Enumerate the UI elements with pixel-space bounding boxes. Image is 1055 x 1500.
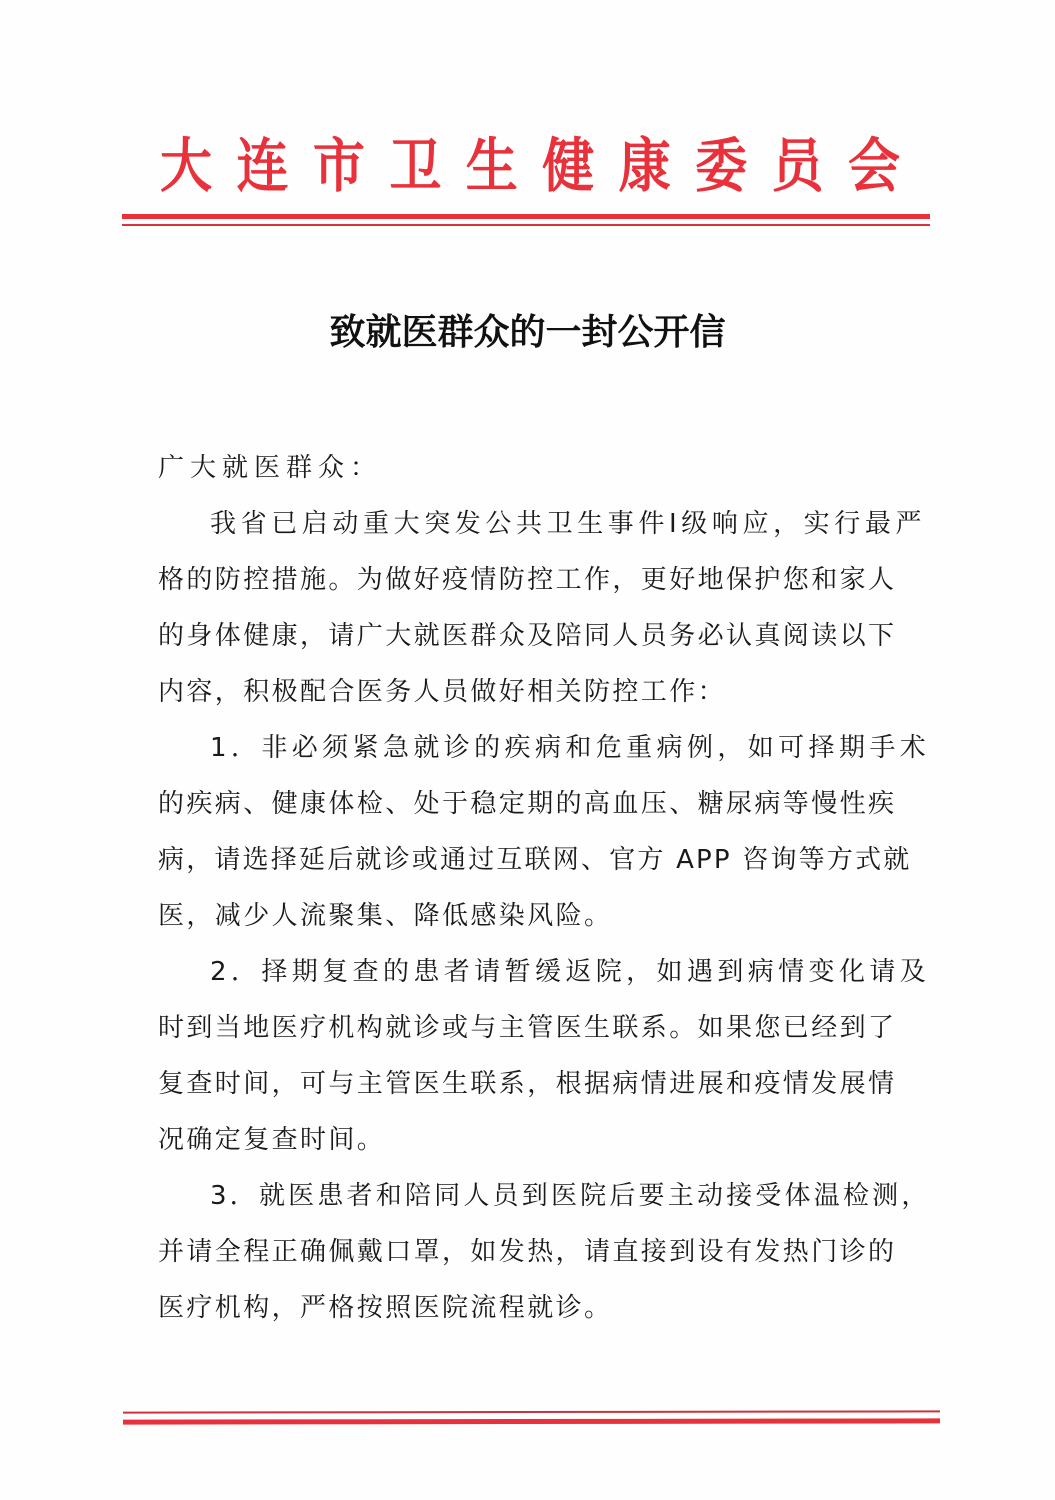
text-line [158, 944, 931, 1000]
org-char: 市 [312, 132, 365, 201]
footer-divider-thin [123, 1410, 940, 1413]
text-line [158, 1056, 898, 1112]
line-text: 内容，积极配合医务人员做好相关防控工作： [158, 677, 727, 707]
line-text: 并请全程正确佩戴口罩，如发热，请直接到设有发热门诊的 [158, 1237, 897, 1267]
text-line [158, 664, 898, 720]
org-char: 大 [160, 132, 213, 201]
header-divider-thin [122, 224, 930, 226]
org-char: 卫 [389, 132, 442, 201]
line-text: 3．就医患者和陪同人员到医院后要主动接受体温检测， [210, 1181, 931, 1211]
letter-body [158, 440, 931, 1336]
line-text: 1．非必须紧急就诊的疾病和危重病例，如可择期手术 [210, 733, 931, 763]
line-text: 复查时间，可与主管医生联系，根据病情进展和疫情发展情 [158, 1069, 897, 1099]
line-text: 的身体健康，请广大就医群众及陪同人员务必认真阅读以下 [158, 621, 897, 651]
text-line [158, 832, 912, 888]
text-line [158, 888, 898, 944]
text-line [158, 1168, 931, 1224]
document-title: 致就医群众的一封公开信 [329, 311, 726, 353]
salutation: 广大就医群众： [158, 453, 383, 483]
org-char: 生 [465, 132, 518, 201]
line-text: 的疾病、健康体检、处于稳定期的高血压、糖尿病等慢性疾 [158, 789, 897, 819]
org-char: 员 [771, 132, 824, 201]
footer-divider-thick [123, 1418, 940, 1424]
org-char: 会 [847, 132, 900, 201]
text-line [158, 1224, 898, 1280]
organization-name [160, 132, 900, 202]
org-char: 连 [236, 132, 289, 201]
header-divider-thick [122, 214, 930, 219]
line-text: 格的防控措施。为做好疫情防控工作，更好地保护您和家人 [158, 565, 897, 595]
text-line [158, 776, 898, 832]
text-line [158, 1280, 898, 1336]
text-line [158, 608, 898, 664]
text-line [158, 496, 927, 552]
line-text: 时到当地医疗机构就诊或与主管医生联系。如果您已经到了 [158, 1013, 897, 1043]
text-line [158, 720, 931, 776]
paragraph-item-2 [158, 944, 931, 1168]
paragraph-item-3 [158, 1168, 931, 1336]
paragraph-intro [158, 496, 927, 720]
org-char: 康 [618, 132, 671, 201]
line-text: 病，请选择延后就诊或通过互联网、官方 APP 咨询等方式就 [158, 845, 912, 875]
text-line [158, 1112, 898, 1168]
line-text: 况确定复查时间。 [158, 1125, 386, 1155]
text-line [158, 1000, 898, 1056]
line-text: 医，减少人流聚集、降低感染风险。 [158, 901, 613, 931]
paragraph-item-1 [158, 720, 931, 944]
line-text: 医疗机构，严格按照医院流程就诊。 [158, 1293, 613, 1323]
line-text: 2．择期复查的患者请暂缓返院，如遇到病情变化请及 [210, 957, 931, 987]
line-text: 我省已启动重大突发公共卫生事件Ⅰ级响应，实行最严 [210, 509, 927, 539]
org-char: 健 [542, 132, 595, 201]
text-line [158, 552, 898, 608]
org-char: 委 [695, 132, 748, 201]
